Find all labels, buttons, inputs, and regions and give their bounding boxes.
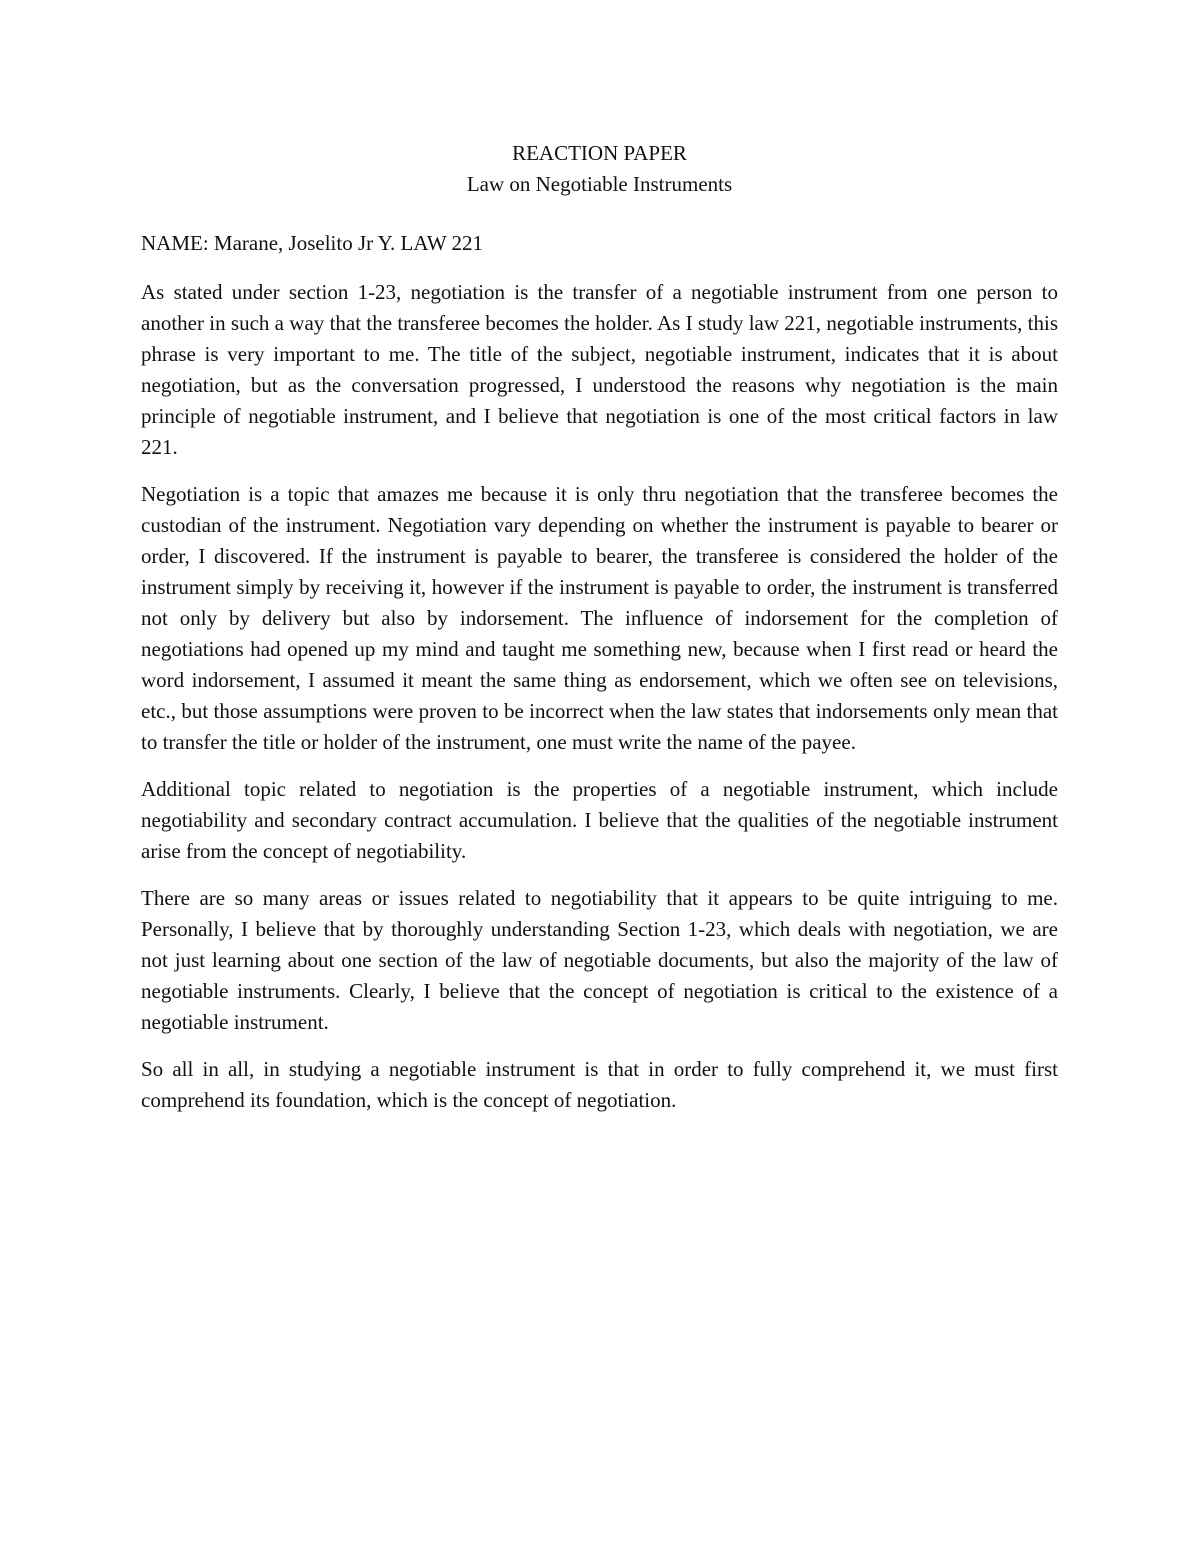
document-subtitle: Law on Negotiable Instruments xyxy=(466,172,733,196)
body-paragraph-5: So all in all, in studying a negotiable instrument is that in order to fully comprehend it, we must first comprehend its foundation, which is the concept of negotiation. xyxy=(141,1057,1058,1112)
document-body xyxy=(141,277,1058,1116)
document-page xyxy=(141,138,1058,1116)
body-paragraph-4: There are so many areas or issues related to negotiability that it appears to be quite intriguing to me. Personally, I believe that by thoroughly understanding Section 1-23, which deals with negotiation, we are not just learning about one section of the law of negotiable documents, but also the majority of the law of negotiable instruments. Clearly, I believe that the concept of negotiation is critical to the existence of a negotiable instrument. xyxy=(141,886,1058,1034)
body-paragraph-1: As stated under section 1-23, negotiation is the transfer of a negotiable instrument from one person to another in such a way that the transferee becomes the holder. As I study law 221, negotiable instruments, this phrase is very important to me. The title of the subject, negotiable instrument, indicates that it is about negotiation, but as the conversation progressed, I understood the reasons why negotiation is the main principle of negotiable instrument, and I believe that negotiation is one of the most critical factors in law 221. xyxy=(141,280,1058,459)
author-name-line: NAME: Marane, Joselito Jr Y. LAW 221 xyxy=(141,231,484,255)
body-paragraph-3: Additional topic related to negotiation is the properties of a negotiable instrument, which include negotiability and secondary contract accumulation. I believe that the qualities of the negotiable instrument arise from the concept of negotiability. xyxy=(141,777,1058,863)
document-title: REACTION PAPER xyxy=(512,141,687,165)
body-paragraph-2: Negotiation is a topic that amazes me because it is only thru negotiation that the transferee becomes the custodian of the instrument. Negotiation vary depending on whether the instrument is payable to bearer or order, I discovered. If the instrument is payable to bearer, the transferee is considered the holder of the instrument simply by receiving it, however if the instrument is payable to order, the instrument is transferred not only by delivery but also by indorsement. The influence of indorsement for the completion of negotiations had opened up my mind and taught me something new, because when I first read or heard the word indorsement, I assumed it meant the same thing as endorsement, which we often see on televisions, etc., but those assumptions were proven to be incorrect when the law states that indorsements only mean that to transfer the title or holder of the instrument, one must write the name of the payee. xyxy=(141,482,1058,754)
